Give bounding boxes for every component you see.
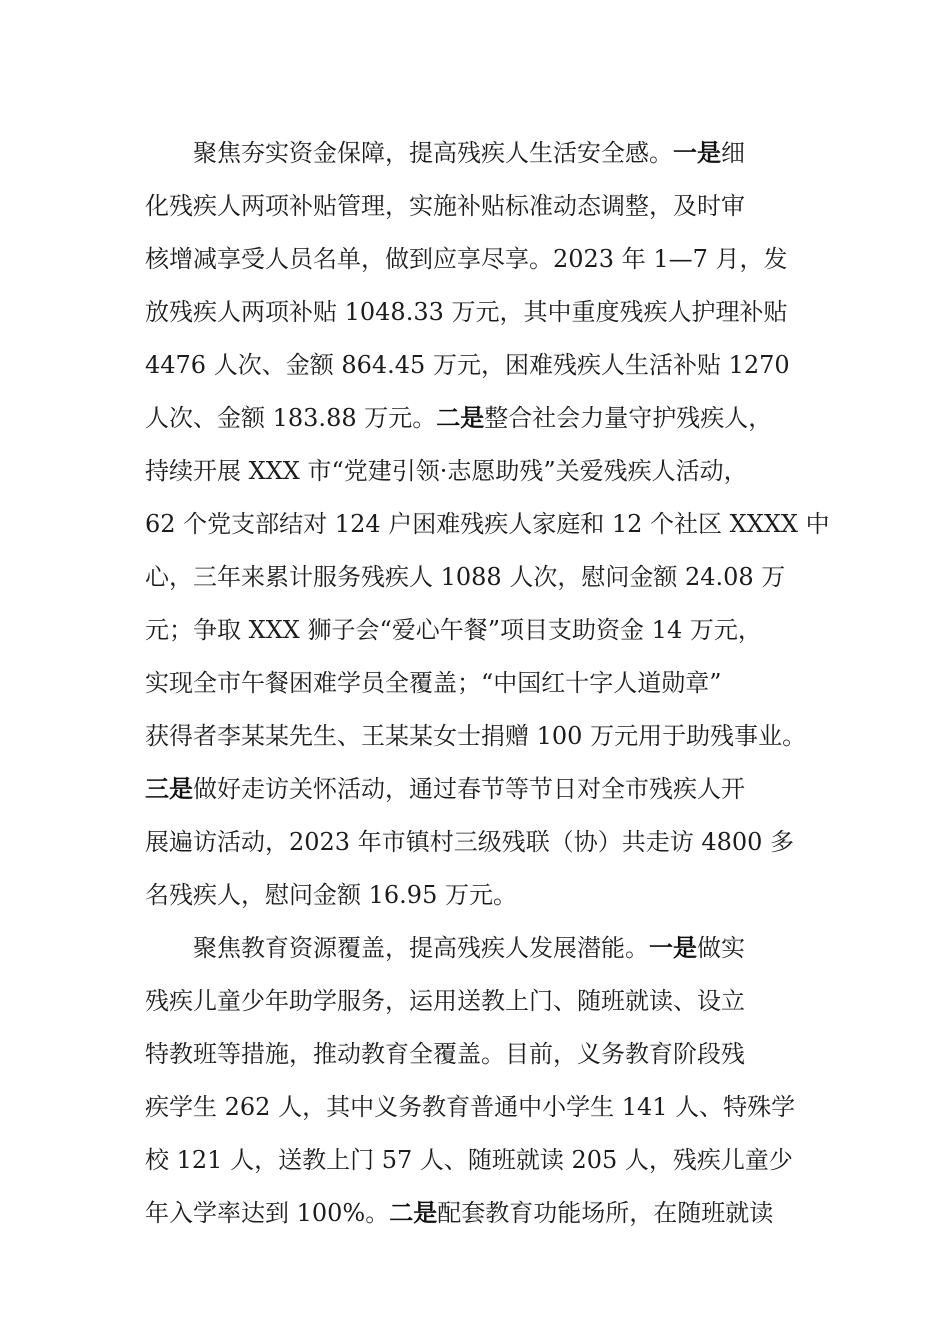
emphasis-text: 一是 — [649, 934, 697, 962]
line-text: 核增减享受人员名单，做到应享尽享。2023 年 1—7 月，发 — [145, 245, 788, 273]
text-line — [145, 498, 835, 551]
line-text: 展遍访活动，2023 年市镇村三级残联（协）共走访 4800 多 — [145, 828, 795, 856]
text-line — [145, 233, 835, 286]
text-line — [145, 392, 835, 445]
text-line — [145, 180, 835, 233]
line-text: 化残疾人两项补贴管理，实施补贴标准动态调整，及时审 — [145, 192, 745, 220]
text-line — [145, 922, 835, 975]
text-line — [145, 551, 835, 604]
line-text: 实现全市午餐困难学员全覆盖；“中国红十字人道勋章” — [145, 669, 722, 697]
line-text: 整合社会力量守护残疾人， — [484, 404, 773, 432]
text-line — [145, 1081, 835, 1134]
line-text: 获得者李某某先生、王某某女士捐赠 100 万元用于助残事业。 — [145, 722, 807, 750]
text-line — [145, 1134, 835, 1187]
line-text: 人次、金额 183.88 万元。 — [145, 404, 437, 432]
paragraph-2 — [145, 922, 835, 1240]
text-line — [145, 1028, 835, 1081]
line-text: 做实 — [697, 934, 745, 962]
line-text: 配套教育功能场所，在随班就读 — [437, 1199, 774, 1227]
text-line — [145, 286, 835, 339]
emphasis-text: 一是 — [673, 139, 721, 167]
text-line — [145, 975, 835, 1028]
text-line — [145, 1187, 835, 1240]
line-text: 4476 人次、金额 864.45 万元，困难残疾人生活补贴 1270 — [145, 351, 790, 379]
line-text: 年入学率达到 100%。 — [145, 1199, 390, 1227]
text-line — [145, 710, 835, 763]
line-text: 62 个党支部结对 124 户困难残疾人家庭和 12 个社区 XXXX 中 — [145, 510, 830, 538]
line-text: 残疾儿童少年助学服务，运用送教上门、随班就读、设立 — [145, 987, 745, 1015]
line-text: 持续开展 XXX 市“党建引领·志愿助残”关爱残疾人活动， — [145, 457, 748, 485]
line-text: 细 — [721, 139, 745, 167]
emphasis-text: 三是 — [145, 775, 193, 803]
paragraph-1 — [145, 127, 835, 922]
line-text: 做好走访关怀活动，通过春节等节日对全市残疾人开 — [193, 775, 745, 803]
document-body — [145, 127, 835, 1240]
line-text: 聚焦夯实资金保障，提高残疾人生活安全感。 — [193, 139, 673, 167]
emphasis-text: 二是 — [436, 404, 485, 432]
line-text: 疾学生 262 人，其中义务教育普通中小学生 141 人、特殊学 — [145, 1093, 796, 1121]
text-line — [145, 127, 835, 180]
text-line — [145, 445, 835, 498]
emphasis-text: 二是 — [389, 1199, 438, 1227]
line-text: 名残疾人，慰问金额 16.95 万元。 — [145, 881, 517, 909]
text-line — [145, 869, 835, 922]
text-line — [145, 657, 835, 710]
line-text: 聚焦教育资源覆盖，提高残疾人发展潜能。 — [193, 934, 649, 962]
text-line — [145, 604, 835, 657]
line-text: 元；争取 XXX 狮子会“爱心午餐”项目支助资金 14 万元， — [145, 616, 762, 644]
line-text: 心，三年来累计服务残疾人 1088 人次，慰问金额 24.08 万 — [145, 563, 786, 591]
text-line — [145, 339, 835, 392]
text-line — [145, 763, 835, 816]
line-text: 特教班等措施，推动教育全覆盖。目前，义务教育阶段残 — [145, 1040, 745, 1068]
line-text: 放残疾人两项补贴 1048.33 万元，其中重度残疾人护理补贴 — [145, 298, 788, 326]
line-text: 校 121 人，送教上门 57 人、随班就读 205 人，残疾儿童少 — [145, 1146, 793, 1174]
text-line — [145, 816, 835, 869]
